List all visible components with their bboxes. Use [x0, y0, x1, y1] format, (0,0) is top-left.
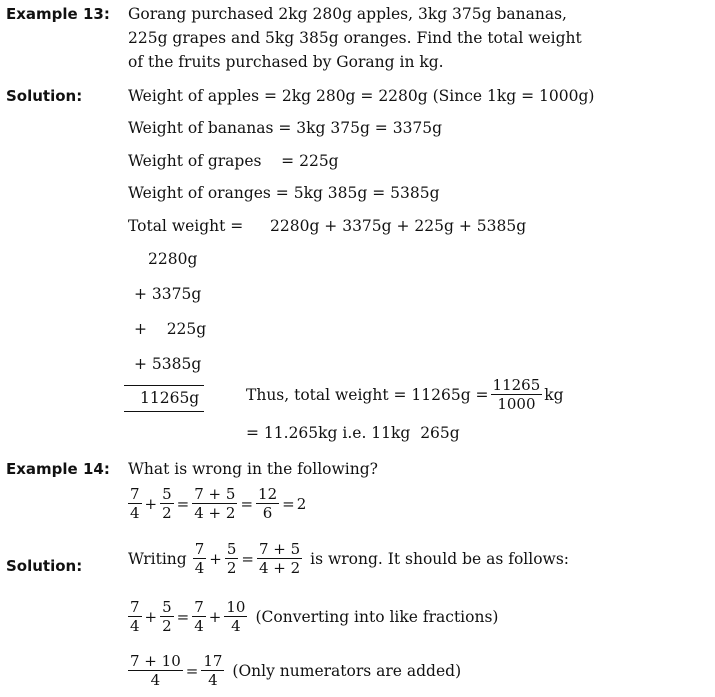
converting-note: (Converting into like fractions) — [255, 607, 499, 626]
fraction-7-4 — [192, 598, 206, 635]
denominator: 4 — [208, 671, 218, 689]
weight-apples-line: Weight of apples = 2kg 280g = 2280g (Since 1kg = 1000g) — [128, 87, 595, 105]
denominator: 4 — [150, 671, 161, 689]
kg-fraction-denominator: 1000 — [497, 395, 536, 413]
numerator: 7 + 10 — [130, 652, 181, 670]
numerator: 7 — [194, 598, 204, 616]
fraction-7-plus-10-over-4 — [128, 652, 183, 689]
equals-sign: = — [176, 607, 190, 626]
example-13-question-line-2: 225g grapes and 5kg 385g oranges. Find the total weight — [128, 29, 582, 47]
thus-total-text: Thus, total weight = 11265g = — [246, 385, 489, 404]
like-fractions-line — [126, 598, 498, 635]
total-weight-expression: 2280g + 3375g + 225g + 5385g — [270, 217, 527, 235]
weight-grapes-line: Weight of grapes = 225g — [128, 152, 339, 170]
equals-sign: = — [282, 494, 295, 513]
numerator: 7 — [130, 598, 140, 616]
denominator: 4 — [194, 617, 204, 635]
wrong-text: is wrong. It should be as follows: — [310, 549, 570, 568]
denominator: 4 — [231, 617, 241, 635]
plus-sign: + — [144, 607, 158, 626]
weight-oranges-line: Weight of oranges = 5kg 385g = 5385g — [128, 184, 440, 202]
denominator: 2 — [162, 504, 172, 522]
denominator: 4 + 2 — [194, 504, 236, 522]
fraction-17-4 — [201, 652, 224, 689]
example-13-question-line-1: Gorang purchased 2kg 280g apples, 3kg 375g bananas, — [128, 5, 567, 23]
addend-3: + 225g — [134, 320, 207, 338]
numerator: 17 — [203, 652, 223, 670]
numerator: 10 — [226, 598, 246, 616]
denominator: 2 — [162, 617, 172, 635]
equals-sign: = — [185, 661, 199, 680]
fraction-5-2 — [225, 540, 239, 577]
denominator: 4 — [194, 559, 205, 577]
equals-sign: = — [240, 494, 254, 513]
fraction-7-4 — [128, 485, 142, 522]
addend-4: + 5385g — [134, 355, 202, 373]
sum-result: 11265g — [140, 389, 200, 407]
example-14-question: What is wrong in the following? — [128, 460, 378, 478]
kg-unit: kg — [544, 385, 564, 404]
sum-rule-bottom — [124, 411, 204, 412]
fraction-sum-wrong — [257, 540, 302, 577]
total-weight-label: Total weight = — [128, 217, 244, 235]
denominator: 6 — [262, 504, 273, 522]
denominator: 4 — [130, 617, 140, 635]
example-13-label: Example 13: — [6, 5, 110, 23]
numerator: 5 — [162, 598, 172, 616]
equals-sign: = — [241, 549, 254, 568]
numerator: 5 — [162, 485, 172, 503]
writing-text: Writing — [128, 549, 187, 568]
plus-sign: + — [208, 607, 222, 626]
sum-rule-top — [124, 385, 204, 386]
fraction-5-2 — [160, 598, 174, 635]
numerator: 7 + 5 — [258, 540, 301, 558]
fraction-12-6 — [256, 485, 279, 522]
numerator: 7 + 5 — [194, 485, 236, 503]
numerator: 7 — [194, 540, 205, 558]
wrong-fraction-equation — [126, 485, 307, 522]
weight-bananas-line: Weight of bananas = 3kg 375g = 3375g — [128, 119, 443, 137]
solution-13-label: Solution: — [6, 87, 83, 105]
equals-sign: = — [176, 494, 190, 513]
final-weight-line: = 11.265kg i.e. 11kg 265g — [246, 424, 460, 442]
numerators-note: (Only numerators are added) — [232, 661, 462, 680]
denominator: 4 — [130, 504, 140, 522]
fraction-5-2 — [160, 485, 174, 522]
example-13-question-line-3: of the fruits purchased by Gorang in kg. — [128, 53, 444, 71]
thus-total-line — [246, 376, 564, 413]
numerator: 12 — [258, 485, 278, 503]
kg-fraction-numerator: 11265 — [492, 376, 541, 394]
numerator: 7 — [130, 485, 140, 503]
plus-sign: + — [209, 549, 222, 568]
denominator: 4 + 2 — [258, 559, 301, 577]
addend-1: 2280g — [148, 250, 198, 268]
writing-wrong-line — [128, 540, 569, 577]
fraction-7-4 — [128, 598, 142, 635]
denominator: 2 — [226, 559, 237, 577]
numerator: 5 — [226, 540, 237, 558]
fraction-7-4 — [193, 540, 207, 577]
addend-2: + 3375g — [134, 285, 202, 303]
plus-sign: + — [144, 494, 158, 513]
fraction-sum-wrong — [192, 485, 237, 522]
solution-14-label: Solution: — [6, 557, 83, 575]
kg-fraction — [491, 376, 543, 413]
numerators-added-line — [126, 652, 461, 689]
example-14-label: Example 14: — [6, 460, 110, 478]
fraction-10-4 — [224, 598, 247, 635]
result-value: 2 — [296, 494, 307, 513]
